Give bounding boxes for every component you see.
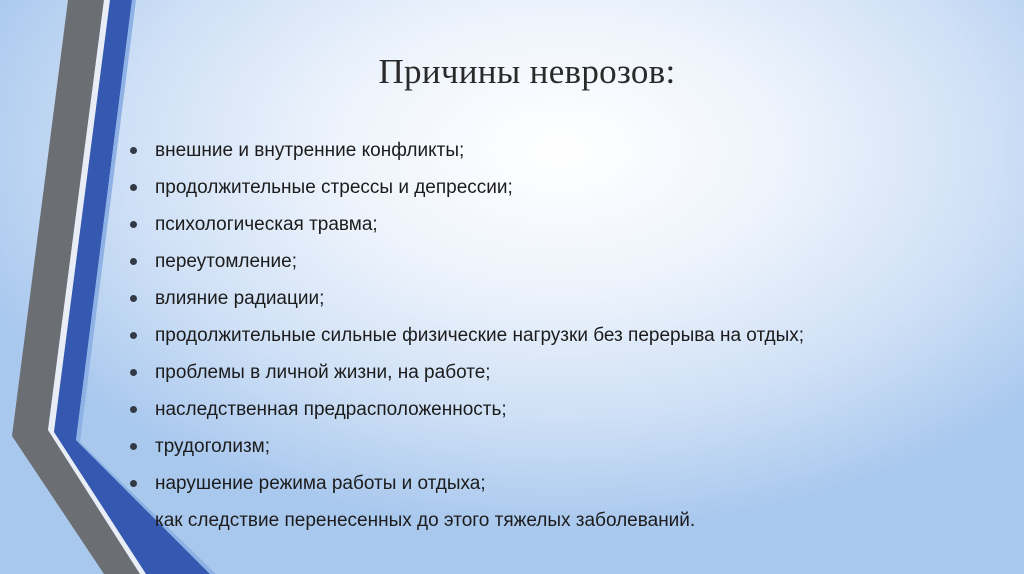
list-item-text: продолжительные стрессы и депрессии; [155, 177, 513, 198]
list-item-text: нарушение режима работы и отдыха; [155, 473, 486, 494]
list-item [130, 502, 804, 539]
list-item-text: трудоголизм; [155, 436, 270, 457]
list-item-text: наследственная предрасположенность; [155, 399, 507, 420]
slide-title: Причины неврозов: [378, 52, 676, 91]
list-item [130, 465, 804, 502]
list-item [130, 280, 804, 317]
list-item-text: психологическая травма; [155, 214, 378, 235]
bullet-dot-icon [130, 184, 137, 191]
bullet-dot-icon [130, 221, 137, 228]
bullet-dot-icon [130, 147, 137, 154]
causes-list [130, 132, 804, 539]
list-item-text: как следствие перенесенных до этого тяжелых заболеваний. [155, 510, 696, 531]
bullet-dot-icon [130, 443, 137, 450]
bullet-dot-icon [130, 332, 137, 339]
bullet-dot-icon [130, 480, 137, 487]
list-item [130, 354, 804, 391]
list-item [130, 428, 804, 465]
list-item [130, 132, 804, 169]
bullet-dot-icon [130, 258, 137, 265]
list-item-text: внешние и внутренние конфликты; [155, 140, 465, 161]
list-item-text: переутомление; [155, 251, 297, 272]
bullet-dot-icon [130, 406, 137, 413]
list-item-text: продолжительные сильные физические нагрузки без перерыва на отдых; [155, 325, 805, 346]
list-item [130, 169, 804, 206]
list-item [130, 391, 804, 428]
list-item-text: влияние радиации; [155, 288, 325, 309]
list-item [130, 243, 804, 280]
list-item-text: проблемы в личной жизни, на работе; [155, 362, 491, 383]
list-item [130, 317, 804, 354]
list-item [130, 206, 804, 243]
bullet-dot-icon [130, 295, 137, 302]
bullet-dot-icon [130, 369, 137, 376]
